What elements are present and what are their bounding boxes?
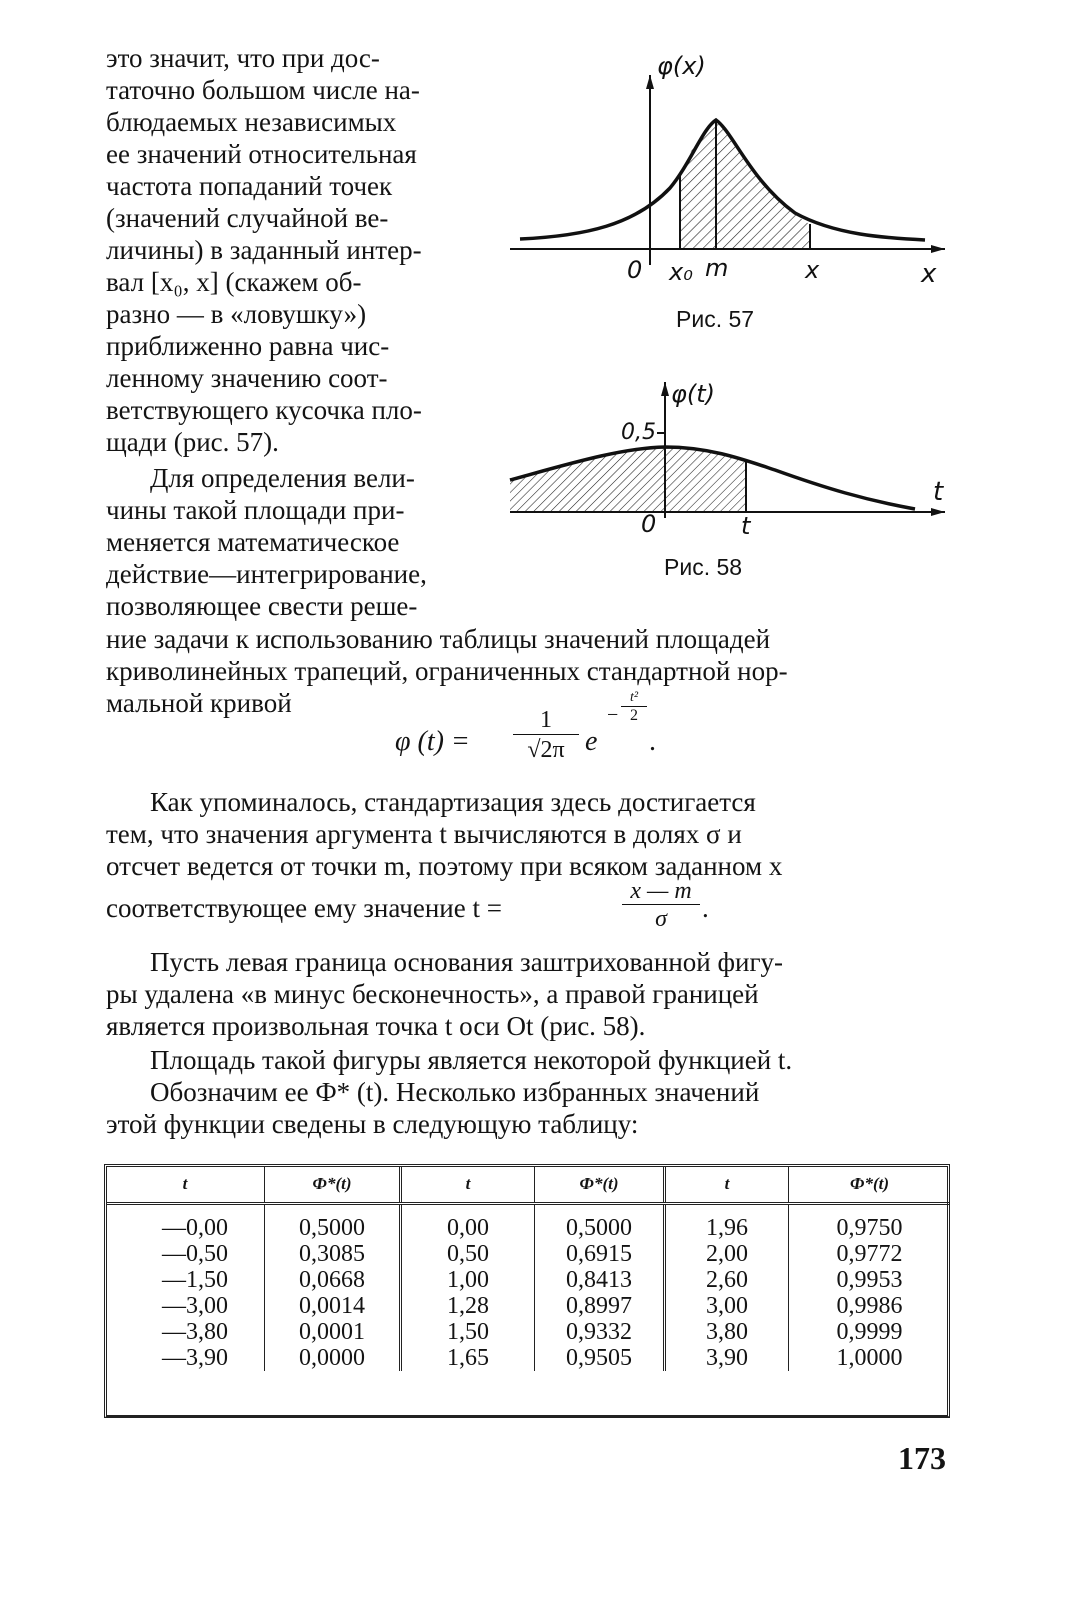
table-cell: 0,9999	[789, 1319, 951, 1345]
table-cell: 0,9750	[789, 1204, 951, 1242]
shaded-area	[510, 447, 746, 512]
y-axis-label: φ(x)	[657, 52, 706, 80]
text-line: это значит, что при дос-	[106, 43, 380, 73]
table-cell: 3,90	[665, 1345, 789, 1371]
text-line: блюдаемых независимых	[106, 107, 397, 137]
text-line: тем, что значения аргумента t вычисляются в долях σ и	[106, 819, 742, 849]
formula-exp-num: t²	[629, 690, 639, 705]
table-cell: 0,9986	[789, 1293, 951, 1319]
fraction-x-m-sigma	[622, 878, 700, 933]
figure-57	[505, 40, 955, 340]
y-axis-label: φ(t)	[671, 380, 715, 408]
table-cell: —0,50	[162, 1241, 228, 1267]
text-line: ее значений относительная	[106, 139, 417, 169]
table-cell: 0,8413	[535, 1267, 665, 1293]
fraction-end: .	[702, 893, 709, 923]
table-cell: —3,80	[162, 1319, 228, 1345]
table-cell: 2,60	[665, 1267, 789, 1293]
table-cell: 0,0014	[265, 1293, 401, 1319]
x-axis-label: x	[921, 259, 937, 289]
table-cell: 1,96	[665, 1204, 789, 1242]
formula-lhs: φ (t) =	[395, 726, 470, 757]
table-cell: 0,6915	[535, 1241, 665, 1267]
text-line: разно — в «ловушку»)	[106, 299, 367, 329]
formula-base: e	[585, 726, 598, 757]
t-label: t	[741, 512, 751, 540]
table-cell: 0,9953	[789, 1267, 951, 1293]
figure-58	[505, 370, 955, 550]
formula-normal-density	[395, 690, 695, 780]
table-cell: 0,0000	[265, 1345, 401, 1371]
t-axis-label: t	[933, 477, 944, 507]
formula-exp-sign: −	[607, 704, 619, 726]
table-cell: 0,8997	[535, 1293, 665, 1319]
col-header-phi: Ф*(t)	[265, 1166, 401, 1204]
table-cell: 0,9332	[535, 1319, 665, 1345]
text-line: отсчет ведется от точки m, поэтому при всяком заданном x	[106, 851, 783, 881]
x-label: x	[805, 256, 820, 284]
table-row	[106, 1267, 950, 1293]
table-row	[106, 1204, 950, 1242]
col-header-phi: Ф*(t)	[789, 1166, 951, 1204]
col-header-t: t	[401, 1166, 535, 1204]
table-cell: 0,3085	[265, 1241, 401, 1267]
text-line: щади (рис. 57).	[106, 427, 279, 457]
text-line: Обозначим ее Ф* (t). Несколько избранных значений	[150, 1077, 760, 1107]
text-line: вал [x₀, x] (скажем об-	[106, 267, 362, 297]
text-line: чины такой площади при-	[106, 495, 405, 525]
col-header-phi: Ф*(t)	[535, 1166, 665, 1204]
text-line: Как упоминалось, стандартизация здесь достигается	[150, 787, 756, 817]
table-cell: 3,80	[665, 1319, 789, 1345]
m-label: m	[705, 254, 729, 282]
table-cell: 1,65	[401, 1345, 535, 1371]
table-cell: —3,90	[162, 1345, 228, 1371]
table-cell: 2,00	[665, 1241, 789, 1267]
table-cell: 0,5000	[535, 1204, 665, 1242]
x0-label: x₀	[669, 258, 693, 286]
text-line: соответствующее ему значение t =	[106, 893, 502, 923]
text-line: Площадь такой фигуры является некоторой функцией t.	[150, 1045, 793, 1075]
table-cell: 0,0001	[265, 1319, 401, 1345]
fraction-num: x — m	[630, 878, 692, 904]
formula-num: 1	[540, 707, 552, 733]
table-cell: —3,00	[162, 1293, 228, 1319]
text-line: Пусть левая граница основания заштрихованной фигу-	[150, 947, 784, 977]
formula-den: √2π	[527, 737, 565, 763]
table-cell: 1,00	[401, 1267, 535, 1293]
text-line: позволяющее свести реше-	[106, 591, 418, 621]
text-line: ние задачи к использованию таблицы значений площадей	[106, 624, 771, 654]
table-cell: —1,50	[162, 1267, 228, 1293]
text-line: мальной кривой	[106, 688, 292, 718]
text-line: личины) в заданный интер-	[106, 235, 422, 265]
text-line: ры удалена «в минус бесконечность», а правой границей	[106, 979, 759, 1009]
table-cell: 0,00	[401, 1204, 535, 1242]
col-header-t: t	[665, 1166, 789, 1204]
text-line: этой функции сведены в следующую таблицу:	[106, 1109, 639, 1139]
table-cell: 0,50	[401, 1241, 535, 1267]
text-line: ленному значению соот-	[106, 363, 388, 393]
formula-exp-den: 2	[630, 707, 638, 724]
table-cell: 0,0668	[265, 1267, 401, 1293]
table-header-row	[106, 1166, 950, 1204]
text-line: таточно большом числе на-	[106, 75, 420, 105]
text-line: криволинейных трапеций, ограниченных стандартной нор-	[106, 656, 788, 686]
text-line: ветствующего кусочка пло-	[106, 395, 422, 425]
table-cell: 0,9772	[789, 1241, 951, 1267]
table-cell: 0,5000	[265, 1204, 401, 1242]
origin-label: 0	[641, 510, 657, 538]
text-line: является произвольная точка t оси Ot (рис. 58).	[106, 1011, 646, 1041]
table-row	[106, 1319, 950, 1345]
text-line: действие—интегрирование,	[106, 559, 427, 589]
phi-star-table	[106, 1166, 950, 1371]
text-line: меняется математическое	[106, 527, 400, 557]
fraction-den: σ	[655, 906, 667, 932]
table-cell: 1,50	[401, 1319, 535, 1345]
table-cell: 0,9505	[535, 1345, 665, 1371]
text-line: частота попаданий точек	[106, 171, 393, 201]
table-row	[106, 1293, 950, 1319]
figure-57-caption: Рис. 57	[676, 306, 755, 332]
table-cell: —0,00	[162, 1215, 228, 1241]
table-cell: 1,28	[401, 1293, 535, 1319]
page-number: 173	[898, 1440, 946, 1476]
formula-end: .	[649, 726, 656, 757]
table-row	[106, 1241, 950, 1267]
col-header-t: t	[106, 1166, 265, 1204]
figure-58-caption: Рис. 58	[664, 554, 743, 580]
text-line: (значений случайной ве-	[106, 203, 389, 233]
table-cell: 1,0000	[789, 1345, 951, 1371]
table-cell: 3,00	[665, 1293, 789, 1319]
origin-label: 0	[627, 256, 643, 284]
text-line: приближенно равна чис-	[106, 331, 390, 361]
text-line: Для определения вели-	[150, 463, 415, 493]
table-row	[106, 1345, 950, 1371]
tick-label: 0,5	[621, 420, 656, 445]
